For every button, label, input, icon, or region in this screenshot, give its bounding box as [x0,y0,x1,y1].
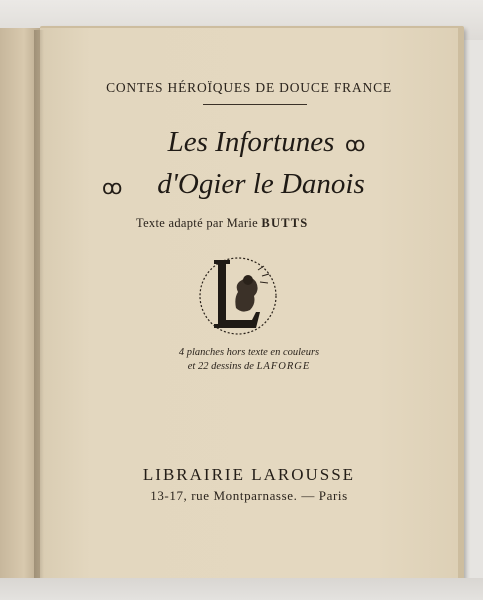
publisher-address: 13-17, rue Montparnasse. — Paris [150,488,348,503]
illustrations-note [40,346,458,374]
adapter-credit [136,216,308,231]
plates-line-2-prefix: et 22 dessins de [187,361,254,372]
title-rule [203,104,307,105]
plates-line-1: 4 planches hors texte en couleurs [178,347,320,358]
larousse-logo-icon [192,250,284,340]
adapter-name: BUTTS [261,216,309,230]
publisher-name: LIBRAIRIE LAROUSSE [142,465,356,484]
ornament-icon: ꝏ [102,177,123,199]
ornament-icon: ꝏ [345,134,366,156]
title-line-2-text: d'Ogier le Danois [157,168,365,200]
title-line-2 [96,168,426,201]
title-page [40,28,458,580]
bottom-backdrop [0,578,483,600]
plates-line-2 [40,360,458,374]
illustrator-name: LAFORGE [256,361,311,372]
title-line-1-text: Les Infortunes [167,126,335,158]
adapter-prefix: Texte adapté par Marie [136,216,258,230]
spine-shadow [34,30,44,578]
series-title: CONTES HÉROÏQUES DE DOUCE FRANCE [106,80,392,95]
